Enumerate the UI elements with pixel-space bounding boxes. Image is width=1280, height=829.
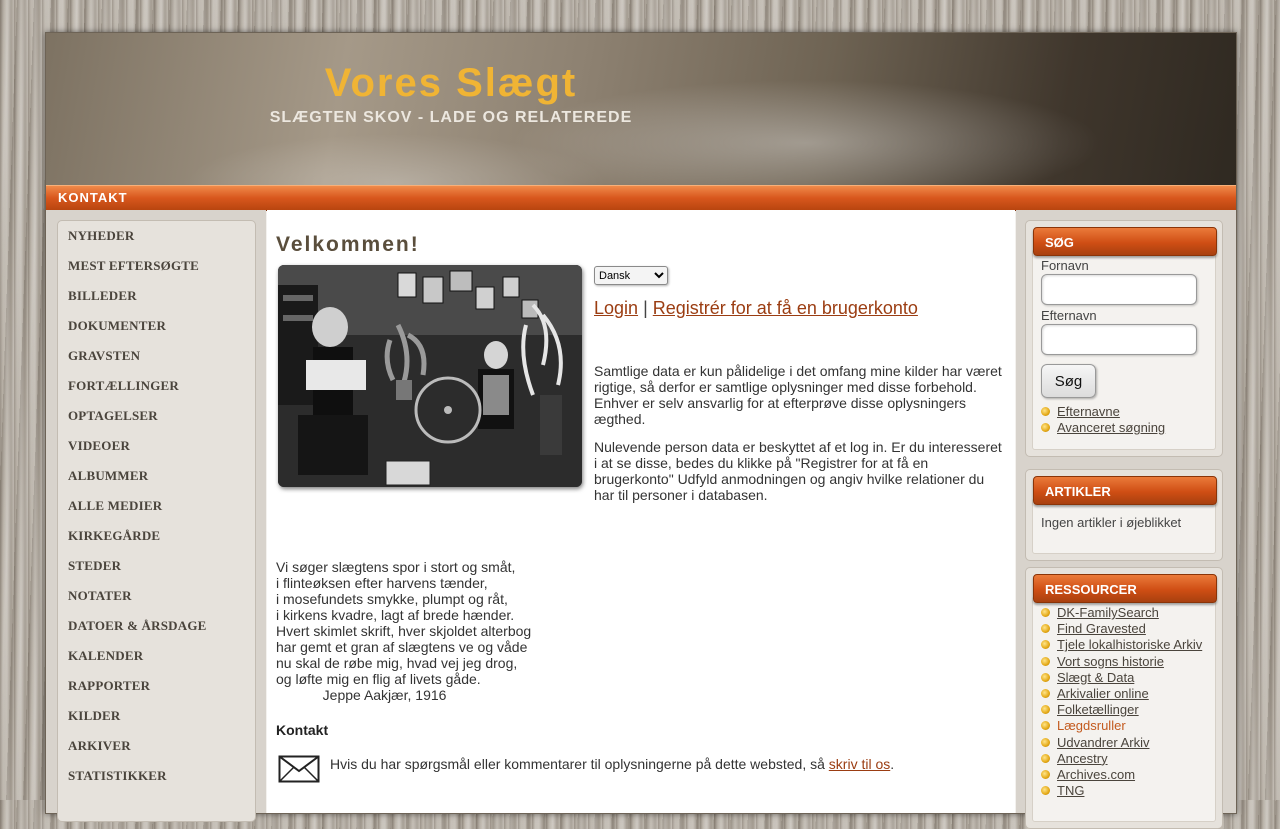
resource-link-find-gravested[interactable]: Find Gravested [1057, 621, 1146, 637]
bullet-icon [1041, 657, 1050, 666]
left-sidebar [46, 210, 266, 813]
privacy-paragraph: Nulevende person data er beskyttet af et log in. Er du interesseret i at se disse, bedes du klikke på "Registrer for at få en brugerkonto" Udfyld anmodningen og angiv hvilke relationer du har til personer i databasen. [594, 439, 1002, 503]
resource-item [1041, 670, 1202, 686]
resource-item [1041, 605, 1202, 621]
menu-item-videos[interactable]: VIDEOER [68, 438, 131, 453]
resource-item [1041, 767, 1202, 783]
menu-item-news[interactable]: NYHEDER [68, 228, 135, 243]
resources-panel [1025, 567, 1223, 829]
family-photo [278, 265, 582, 487]
bullet-icon [1041, 640, 1050, 649]
search-button[interactable]: Søg [1041, 364, 1096, 398]
page-wrapper [45, 32, 1237, 814]
resources-panel-title: RESSOURCER [1045, 582, 1137, 597]
search-link-item [1041, 420, 1165, 436]
site-title[interactable]: Vores Slægt [324, 61, 578, 105]
menu-item-repositories[interactable]: ARKIVER [68, 738, 131, 753]
menu-item-sources[interactable]: KILDER [68, 708, 121, 723]
resource-link-arkivalier-online[interactable]: Arkivalier online [1057, 685, 1149, 701]
resources-panel-body [1032, 596, 1216, 822]
resource-item [1041, 751, 1202, 767]
resource-link-udvandrer-arkiv[interactable]: Udvandrer Arkiv [1057, 734, 1150, 750]
resource-item [1041, 686, 1202, 702]
menu-item-places[interactable]: STEDER [68, 558, 122, 573]
contact-text [330, 756, 894, 772]
family-photo-image [278, 265, 582, 487]
bullet-icon [1041, 738, 1050, 747]
surnames-link[interactable]: Efternavne [1057, 404, 1120, 419]
articles-panel [1025, 469, 1223, 561]
resource-link-tng[interactable]: TNG [1057, 783, 1085, 799]
articles-panel-title: ARTIKLER [1045, 484, 1111, 499]
right-sidebar [1016, 210, 1236, 813]
menu-item-notes[interactable]: NOTATER [68, 588, 132, 603]
top-nav-bar [46, 185, 1236, 211]
no-articles-text: Ingen artikler i øjeblikket [1041, 515, 1182, 530]
resource-item [1041, 654, 1202, 670]
page-title: Velkommen! [276, 233, 420, 256]
menu-item-statistics[interactable]: STATISTIKKER [68, 768, 167, 783]
resource-link-laegdsruller[interactable]: Lægdsruller [1057, 718, 1126, 734]
write-to-us-link[interactable]: skriv til os [828, 756, 891, 772]
resources-panel-header [1033, 574, 1217, 603]
resource-item [1041, 621, 1202, 637]
resource-link-slaegt-data[interactable]: Slægt & Data [1057, 669, 1135, 685]
menu-item-albums[interactable]: ALBUMMER [68, 468, 149, 483]
search-panel-body [1032, 249, 1216, 450]
site-subtitle: SLÆGTEN SKOV - LADE OG RELATEREDE [269, 109, 633, 126]
menu-item-cemeteries[interactable]: KIRKEGÅRDE [68, 528, 161, 543]
menu-item-all-media[interactable]: ALLE MEDIER [68, 498, 163, 513]
left-menu-box [57, 220, 256, 822]
menu-item-recordings[interactable]: OPTAGELSER [68, 408, 158, 423]
search-link-item [1041, 404, 1165, 420]
resource-link-tjele-arkiv[interactable]: Tjele lokalhistoriske Arkiv [1057, 637, 1203, 653]
menu-item-dates[interactable]: DATOER & ÅRSDAGE [68, 618, 207, 633]
resource-link-ancestry[interactable]: Ancestry [1057, 750, 1108, 766]
contact-text-end: . [890, 756, 895, 772]
menu-item-most-wanted[interactable]: MEST EFTERSØGTE [68, 258, 199, 273]
resources-links [1041, 605, 1202, 799]
login-link[interactable]: Login [594, 298, 639, 318]
resource-item [1041, 718, 1202, 734]
language-select[interactable] [594, 266, 668, 285]
bullet-icon [1041, 689, 1050, 698]
contact-text-body: Hvis du har spørgsmål eller kommentarer til oplysningerne på dette websted, så [330, 756, 829, 772]
first-name-label: Fornavn [1041, 258, 1089, 273]
resource-item [1041, 735, 1202, 751]
login-line [594, 298, 918, 319]
menu-item-reports[interactable]: RAPPORTER [68, 678, 151, 693]
nav-contact-link[interactable]: KONTAKT [58, 190, 128, 205]
bullet-icon [1041, 770, 1050, 779]
disclaimer-paragraph: Samtlige data er kun pålidelige i det omfang mine kilder har været rigtige, så derfor er samtlige oplysninger med disse forbehold. Enhver er selv ansvarlig for at efterprøve disse oplysningers ægthed. [594, 363, 1002, 427]
last-name-field[interactable] [1041, 324, 1197, 355]
resource-link-folketaellinger[interactable]: Folketællinger [1057, 702, 1139, 718]
bullet-icon [1041, 423, 1050, 432]
resource-item [1041, 783, 1202, 799]
menu-item-headstones[interactable]: GRAVSTEN [68, 348, 141, 363]
advanced-search-link[interactable]: Avanceret søgning [1057, 420, 1166, 436]
articles-panel-body [1032, 498, 1216, 554]
bullet-icon [1041, 407, 1050, 416]
register-link[interactable]: Registrér for at få en brugerkonto [652, 298, 918, 318]
search-panel-title: SØG [1045, 235, 1074, 250]
login-separator: | [643, 298, 648, 318]
contact-heading: Kontakt [276, 722, 329, 738]
first-name-field[interactable] [1041, 274, 1197, 305]
menu-item-calendar[interactable]: KALENDER [68, 648, 144, 663]
search-links [1041, 404, 1165, 436]
resource-item [1041, 702, 1202, 718]
search-panel [1025, 220, 1223, 457]
bullet-icon [1041, 786, 1050, 795]
menu-item-documents[interactable]: DOKUMENTER [68, 318, 167, 333]
articles-panel-header [1033, 476, 1217, 505]
left-menu [68, 228, 207, 798]
bullet-icon [1041, 624, 1050, 633]
menu-item-photos[interactable]: BILLEDER [68, 288, 137, 303]
bullet-icon [1041, 608, 1050, 617]
resource-link-archives-com[interactable]: Archives.com [1057, 766, 1136, 782]
site-header [46, 33, 1236, 185]
mail-icon [278, 755, 320, 788]
main-content [267, 210, 1015, 813]
bullet-icon [1041, 721, 1050, 730]
bullet-icon [1041, 705, 1050, 714]
resource-link-dk-familysearch[interactable]: DK-FamilySearch [1057, 605, 1159, 620]
resource-link-vort-sogns-historie[interactable]: Vort sogns historie [1057, 653, 1164, 669]
poem-text: Vi søger slægtens spor i stort og småt, i flinteøksen efter harvens tænder, i mosefundets smykke, plumpt og råt, i kirkens kvadre, lagt af brede hænder. Hvert skimlet skrift, hver skjoldet alterbog har gemt et gran af slægtens ve og våde nu skal de røbe mig, hvad vej jeg drog, og løfte mig en flig af livets gåde. Jeppe Aakjær, 1916 [276, 559, 532, 703]
bullet-icon [1041, 673, 1050, 682]
last-name-label: Efternavn [1041, 308, 1097, 323]
menu-item-stories[interactable]: FORTÆLLINGER [68, 378, 180, 393]
resource-item [1041, 637, 1202, 653]
bullet-icon [1041, 754, 1050, 763]
search-panel-header [1033, 227, 1217, 256]
